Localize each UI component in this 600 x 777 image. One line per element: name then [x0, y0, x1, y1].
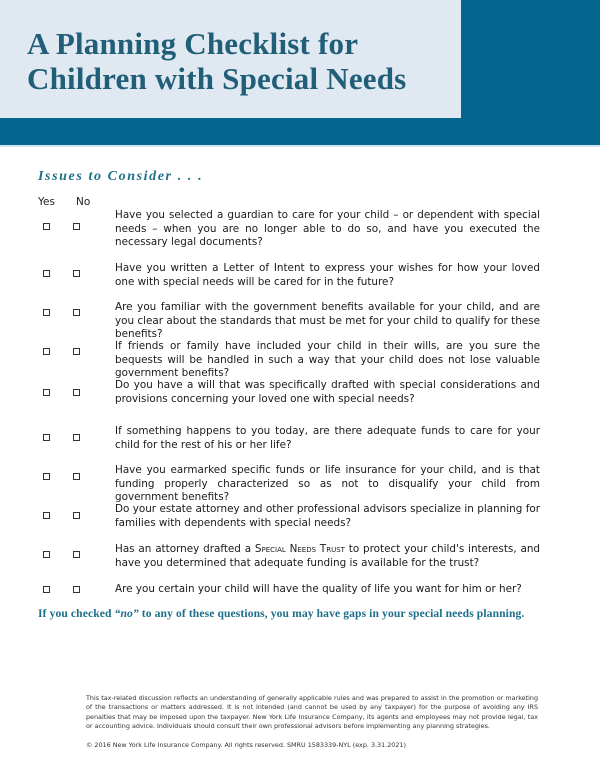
no-checkbox[interactable] — [73, 551, 80, 558]
no-checkbox[interactable] — [73, 389, 80, 396]
no-checkbox[interactable] — [73, 348, 80, 355]
section-heading: Issues to Consider . . . — [38, 169, 204, 184]
page-title — [27, 26, 406, 96]
footer-note: If you checked “no” to any of these questions, you may have gaps in your special needs planning. — [38, 607, 525, 620]
no-emphasis: “no” — [114, 607, 139, 620]
no-checkbox[interactable] — [73, 270, 80, 277]
yes-checkbox[interactable] — [43, 348, 50, 355]
yes-checkbox[interactable] — [43, 434, 50, 441]
special-needs-trust-term: Special Needs Trust — [254, 543, 345, 555]
question-text: If something happens to you today, are there adequate funds to care for your child for the rest of his or her life? — [115, 425, 540, 451]
yes-checkbox[interactable] — [43, 389, 50, 396]
question-text: Are you certain your child will have the quality of life you want for him or her? — [115, 583, 522, 595]
yes-checkbox[interactable] — [43, 586, 50, 593]
question-text: Have you selected a guardian to care for your child – or dependent with special needs – when you are no longer able to do so, and have you executed the necessary legal documents? — [115, 209, 540, 249]
column-header-no: No — [76, 196, 91, 208]
yes-checkbox[interactable] — [43, 551, 50, 558]
yes-checkbox[interactable] — [43, 512, 50, 519]
no-checkbox[interactable] — [73, 309, 80, 316]
disclaimer-text: This tax-related discussion reflects an understanding of generally applicable rules and was prepared to assist in the promotion or marketing of the transactions or matters addressed. It is not intended (and cannot be used by any taxpayer) for the purpose of avoiding any IRS penalties that may be imposed upon the taxpayer. New York Life Insurance Company, its agents and employees may not provide legal, tax or accounting advice. Individuals should consult their own professional advisors before implementing any planning strategies. — [86, 694, 538, 731]
question-text: Do you have a will that was specifically drafted with special considerations and provisions concerning your loved one with special needs? — [115, 379, 540, 405]
yes-checkbox[interactable] — [43, 223, 50, 230]
question-text: Have you earmarked specific funds or life insurance for your child, and is that funding properly characterized so as not to disqualify your child from government benefits? — [115, 464, 540, 504]
question-text: Has an attorney drafted a Special Needs Trust to protect your child's interests, and have you determined that adequate funding is available for the trust? — [115, 543, 541, 569]
yes-checkbox[interactable] — [43, 270, 50, 277]
no-checkbox[interactable] — [73, 473, 80, 480]
question-text: If friends or family have included your child in their wills, are you sure the bequests will be handled in such a way that your child does not lose valuable government benefits? — [115, 340, 540, 380]
question-text: Are you familiar with the government benefits available for your child, and are you clear about the standards that must be met for your child to qualify for these benefits? — [115, 301, 540, 341]
yes-checkbox[interactable] — [43, 309, 50, 316]
no-checkbox[interactable] — [73, 512, 80, 519]
no-checkbox[interactable] — [73, 434, 80, 441]
header-divider — [0, 145, 600, 147]
no-checkbox[interactable] — [73, 586, 80, 593]
copyright-text: © 2016 New York Life Insurance Company. All rights reserved. SMRU 1583339-NYL (exp. 3.31.2021) — [86, 741, 406, 749]
question-text: Have you written a Letter of Intent to express your wishes for how your loved one with special needs will be cared for in the future? — [115, 262, 540, 288]
column-header-yes: Yes — [38, 196, 55, 208]
no-checkbox[interactable] — [73, 223, 80, 230]
title-line-1: A Planning Checklist for — [27, 26, 359, 61]
yes-checkbox[interactable] — [43, 473, 50, 480]
title-line-2: Children with Special Needs — [27, 61, 407, 96]
question-text: Do your estate attorney and other professional advisors specialize in planning for families with dependents with special needs? — [115, 503, 540, 529]
